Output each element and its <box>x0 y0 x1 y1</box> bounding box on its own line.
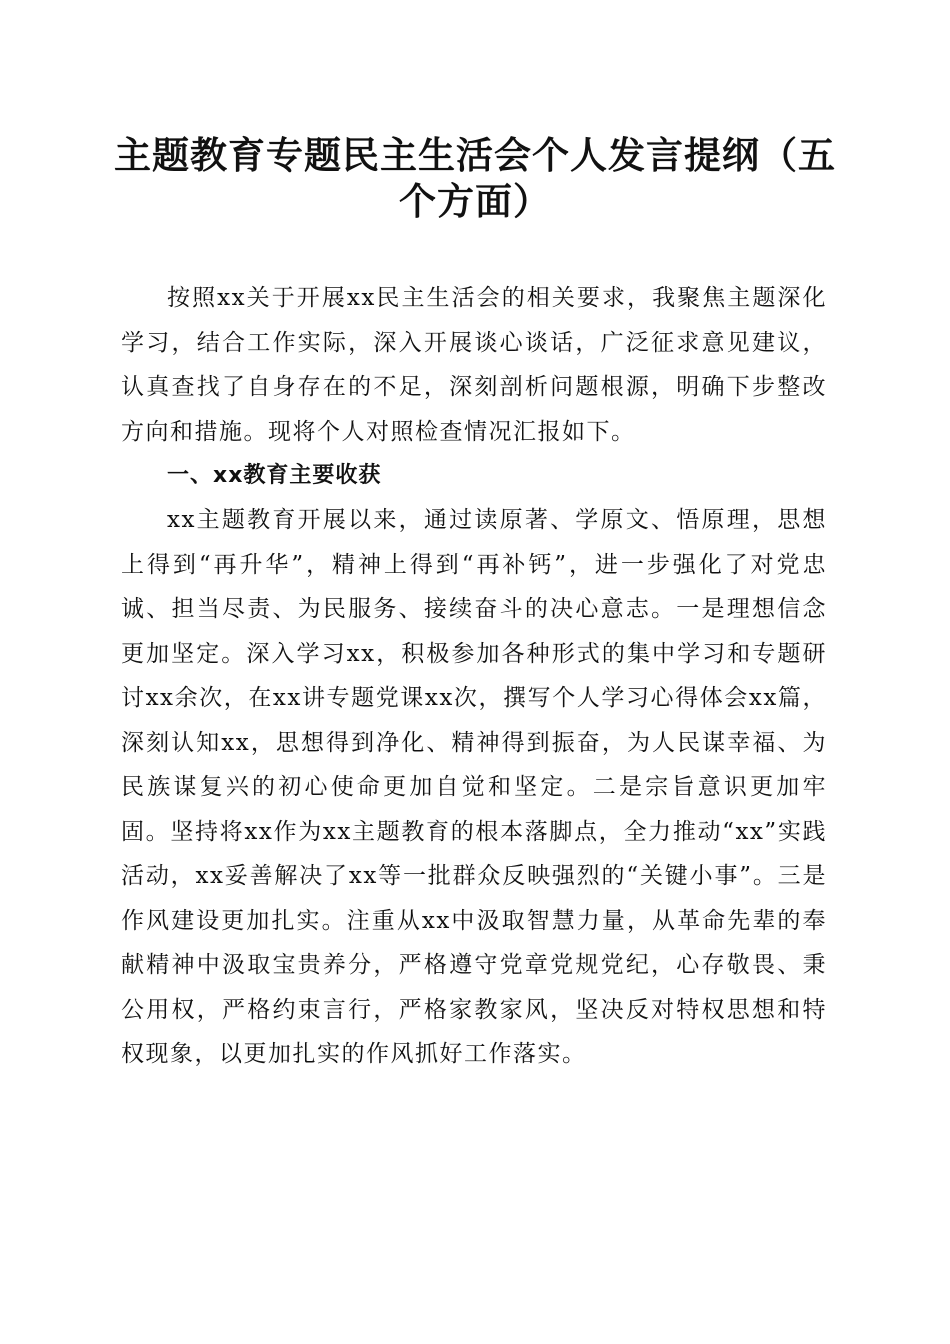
section-paragraph: xx主题教育开展以来，通过读原著、学原文、悟原理，思想上得到“再升华”，精神上得到“再补钙”，进一步强化了对党忠诚、担当尽责、为民服务、接续奋斗的决心意志。一是理想信念更加坚定。深入学习xx，积极参加各种形式的集中学习和专题研讨xx余次，在xx讲专题党课xx次，撰写个人学习心得体会xx篇，深刻认知xx，思想得到净化、精神得到振奋，为人民谋幸福、为民族谋复兴的初心使命更加自觉和坚定。二是宗旨意识更加牢固。坚持将xx作为xx主题教育的根本落脚点，全力推动“xx”实践活动，xx妥善解决了xx等一批群众反映强烈的“关键小事”。三是作风建设更加扎实。注重从xx中汲取智慧力量，从革命先辈的奉献精神中汲取宝贵养分，严格遵守党章党规党纪，心存敬畏、秉公用权，严格约束言行，严格家教家风，坚决反对特权思想和特权现象，以更加扎实的作风抓好工作落实。 <box>121 507 827 1067</box>
section-heading: 一、xx教育主要收获 <box>167 463 382 488</box>
intro-paragraph: 按照xx关于开展xx民主生活会的相关要求，我聚焦主题深化学习，结合工作实际，深入开展谈心谈话，广泛征求意见建议，认真查找了自身存在的不足，深刻剖析问题根源，明确下步整改方向和措施。现将个人对照检查情况汇报如下。 <box>121 285 827 445</box>
document-title: 主题教育专题民主生活会个人发言提纲（五个方面） <box>114 133 836 223</box>
